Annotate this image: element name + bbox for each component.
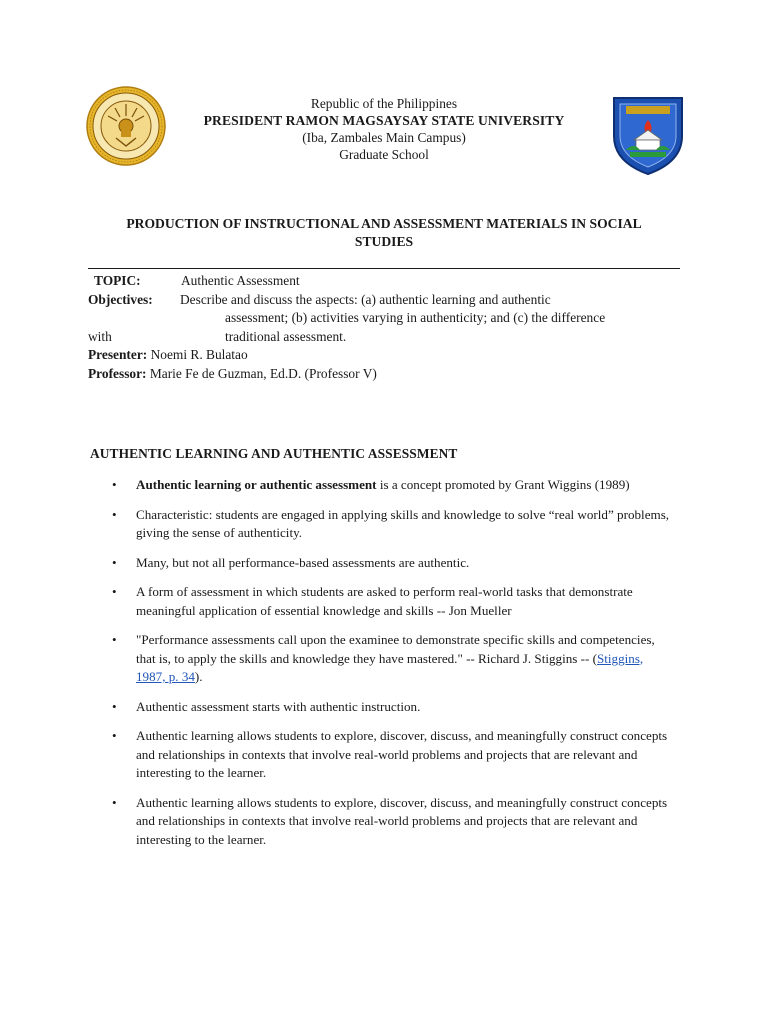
- presenter-value: Noemi R. Bulatao: [150, 347, 248, 362]
- school-line: Graduate School: [339, 147, 429, 162]
- bullet-icon: •: [112, 698, 117, 714]
- list-item: [108, 554, 674, 573]
- objectives-line-2: assessment; (b) activities varying in authenticity; and (c) the difference: [225, 310, 606, 325]
- bullet-icon: •: [112, 632, 117, 647]
- bullet-1-bold: Authentic learning or authentic assessment: [136, 477, 377, 492]
- bullet-5-end: ).: [194, 669, 203, 684]
- document-title: [88, 215, 680, 251]
- bullet-icon: •: [112, 477, 117, 492]
- objectives-continuation: [88, 328, 680, 347]
- bullet-1-text: is a concept promoted by Grant Wiggins (1989): [376, 477, 630, 492]
- list-item: [108, 476, 674, 495]
- list-item: [108, 727, 674, 783]
- list-item: [108, 583, 674, 620]
- campus-line: (Iba, Zambales Main Campus): [302, 130, 466, 145]
- university-seal-icon: [86, 86, 166, 166]
- professor-value: Marie Fe de Guzman, Ed.D. (Professor V): [149, 365, 377, 381]
- objectives-line-3: traditional assessment.: [225, 328, 347, 344]
- bullet-5-text: "Performance assessments call upon the examinee to demonstrate specific skills and competencies, that is, to apply the skills and knowledge they have mastered." -- Richard J. Stiggins -- (: [136, 632, 655, 666]
- bullet-icon: •: [112, 584, 117, 599]
- republic-line: Republic of the Philippines: [310, 96, 458, 111]
- bullet-list: [108, 476, 674, 860]
- section-heading: AUTHENTIC LEARNING AND AUTHENTIC ASSESSMENT: [90, 446, 458, 461]
- presenter-label: Presenter:: [88, 347, 148, 362]
- objectives-with: with: [88, 328, 112, 344]
- info-block: [88, 268, 680, 383]
- graduate-school-crest-icon: [608, 92, 688, 176]
- professor-row: [88, 365, 680, 384]
- bullet-icon: •: [112, 506, 117, 522]
- bullet-icon: •: [112, 794, 117, 810]
- bullet-6-text: Authentic assessment starts with authentic instruction.: [136, 698, 421, 714]
- objectives-line-1: Describe and discuss the aspects: (a) authentic learning and authentic: [180, 291, 551, 307]
- topic-row: [88, 272, 680, 291]
- topic-label: TOPIC:: [94, 273, 141, 288]
- topic-value: Authentic Assessment: [181, 273, 300, 288]
- presenter-row: [88, 346, 680, 365]
- bullet-8-text: Authentic learning allows students to explore, discover, discuss, and meaningfully construct concepts and relationships in contexts that involve real-world problems and projects that are relevant and interesting to the learner.: [136, 794, 668, 847]
- list-item: [108, 698, 674, 717]
- list-item: [108, 631, 674, 687]
- letterhead: [170, 95, 598, 163]
- title-line-2: STUDIES: [354, 234, 414, 249]
- stiggins-citation-link[interactable]: Stiggins, 1987, p. 34: [136, 650, 644, 684]
- university-name: PRESIDENT RAMON MAGSAYSAY STATE UNIVERSITY: [203, 113, 565, 128]
- title-line-1: PRODUCTION OF INSTRUCTIONAL AND ASSESSMENT MATERIALS IN SOCIAL: [126, 216, 642, 231]
- bullet-icon: •: [112, 554, 117, 570]
- list-item: [108, 794, 674, 850]
- list-item: [108, 506, 674, 543]
- bullet-2-text: Characteristic: students are engaged in applying skills and knowledge to solve “real world” problems, giving the sense of authenticity.: [136, 506, 670, 540]
- objectives-row: [88, 291, 680, 310]
- bullet-7-text: Authentic learning allows students to explore, discover, discuss, and meaningfully construct concepts and relationships in contexts that involve real-world problems and projects that are relevant and interesting to the learner.: [136, 728, 668, 780]
- bullet-4-text: A form of assessment in which students are asked to perform real-world tasks that demonstrate meaningful application of essential knowledge and skills -- Jon Mueller: [136, 584, 633, 618]
- objectives-label: Objectives:: [88, 291, 153, 307]
- horizontal-rule: [88, 268, 680, 269]
- bullet-3-text: Many, but not all performance-based assessments are authentic.: [136, 554, 470, 570]
- professor-label: Professor:: [88, 365, 147, 381]
- bullet-icon: •: [112, 728, 117, 743]
